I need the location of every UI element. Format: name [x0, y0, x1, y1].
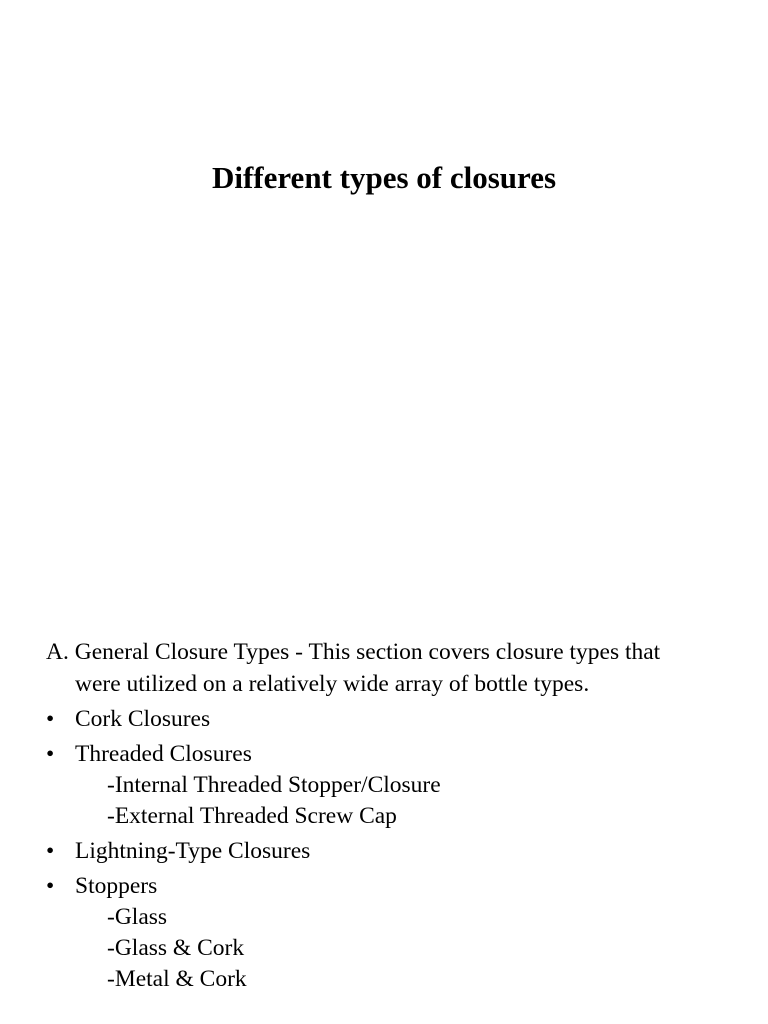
bullet-icon: •	[46, 706, 55, 732]
slide-title: Different types of closures	[211, 160, 557, 195]
sub-item-external-threaded: -External Threaded Screw Cap	[107, 803, 397, 829]
sub-item-glass: -Glass	[107, 904, 168, 930]
list-item-stoppers	[46, 870, 746, 902]
list-item-lightning-type-closures	[46, 835, 746, 867]
threaded-closures-sublist	[46, 770, 746, 832]
bullet-icon: •	[46, 838, 55, 864]
list-item-cork-closures	[46, 703, 746, 735]
bullet-icon: •	[46, 873, 55, 899]
intro-line-1: A. General Closure Types - This section covers closure types that	[46, 639, 661, 665]
sub-item-metal-and-cork: -Metal & Cork	[107, 966, 247, 992]
list-item-label: Lightning-Type Closures	[75, 838, 311, 864]
intro-line-2: were utilized on a relatively wide array of bottle types.	[75, 671, 590, 697]
list-item-threaded-closures	[46, 738, 746, 770]
list-item-label: Threaded Closures	[75, 741, 252, 767]
sub-item-internal-threaded: -Internal Threaded Stopper/Closure	[107, 772, 441, 798]
list-item-label: Cork Closures	[75, 706, 211, 732]
sub-item-glass-and-cork: -Glass & Cork	[107, 935, 245, 961]
intro-paragraph	[46, 636, 746, 700]
bullet-icon: •	[46, 741, 55, 767]
slide-content	[46, 636, 746, 995]
stoppers-sublist	[46, 902, 746, 995]
list-item-label: Stoppers	[75, 873, 158, 899]
